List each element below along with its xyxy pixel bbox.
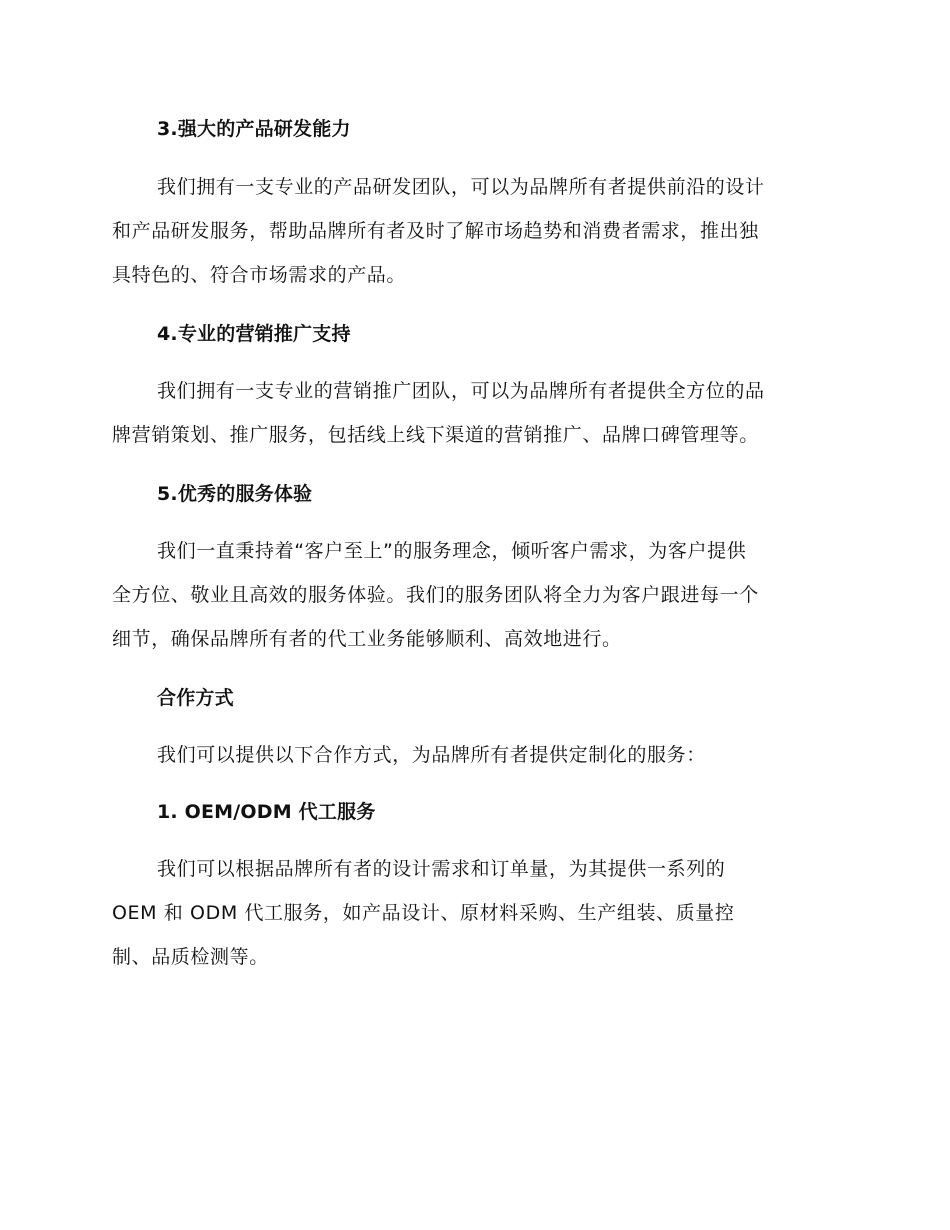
paragraph-line: 我们可以根据品牌所有者的设计需求和订单量，为其提供一系列的: [157, 858, 726, 880]
paragraph-line: 制、品质检测等。: [112, 946, 269, 968]
paragraph-line: 我们拥有一支专业的产品研发团队，可以为品牌所有者提供前沿的设计: [157, 176, 765, 198]
paragraph-line: 和产品研发服务，帮助品牌所有者及时了解市场趋势和消费者需求，推出独: [112, 220, 759, 242]
section-heading-service: 5.优秀的服务体验: [157, 483, 313, 505]
section-heading-product-rd: 3.强大的产品研发能力: [157, 118, 351, 140]
paragraph-cooperation: [112, 733, 832, 777]
paragraph-line: 全方位、敬业且高效的服务体验。我们的服务团队将全力为客户跟进每一个: [112, 584, 759, 606]
paragraph-line: 细节，确保品牌所有者的代工业务能够顺利、高效地进行。: [112, 628, 622, 650]
paragraph-line: 牌营销策划、推广服务，包括线上线下渠道的营销推广、品牌口碑管理等。: [112, 424, 759, 446]
section-heading-marketing: 4.专业的营销推广支持: [157, 323, 351, 345]
paragraph-line: 具特色的、符合市场需求的产品。: [112, 264, 407, 286]
section-heading-cooperation: 合作方式: [157, 687, 234, 709]
paragraph-marketing: [112, 369, 832, 457]
paragraph-service: [112, 529, 832, 661]
paragraph-line: 我们可以提供以下合作方式，为品牌所有者提供定制化的服务：: [157, 744, 706, 766]
paragraph-line: 我们拥有一支专业的营销推广团队，可以为品牌所有者提供全方位的品: [157, 380, 765, 402]
paragraph-line: OEM 和 ODM 代工服务，如产品设计、原材料采购、生产组装、质量控: [112, 902, 735, 924]
section-heading-oem-odm: 1. OEM/ODM 代工服务: [157, 801, 376, 823]
paragraph-product-rd: [112, 165, 832, 297]
paragraph-line: 我们一直秉持着“客户至上”的服务理念，倾听客户需求，为客户提供: [157, 540, 747, 562]
paragraph-oem-odm: [112, 847, 832, 979]
